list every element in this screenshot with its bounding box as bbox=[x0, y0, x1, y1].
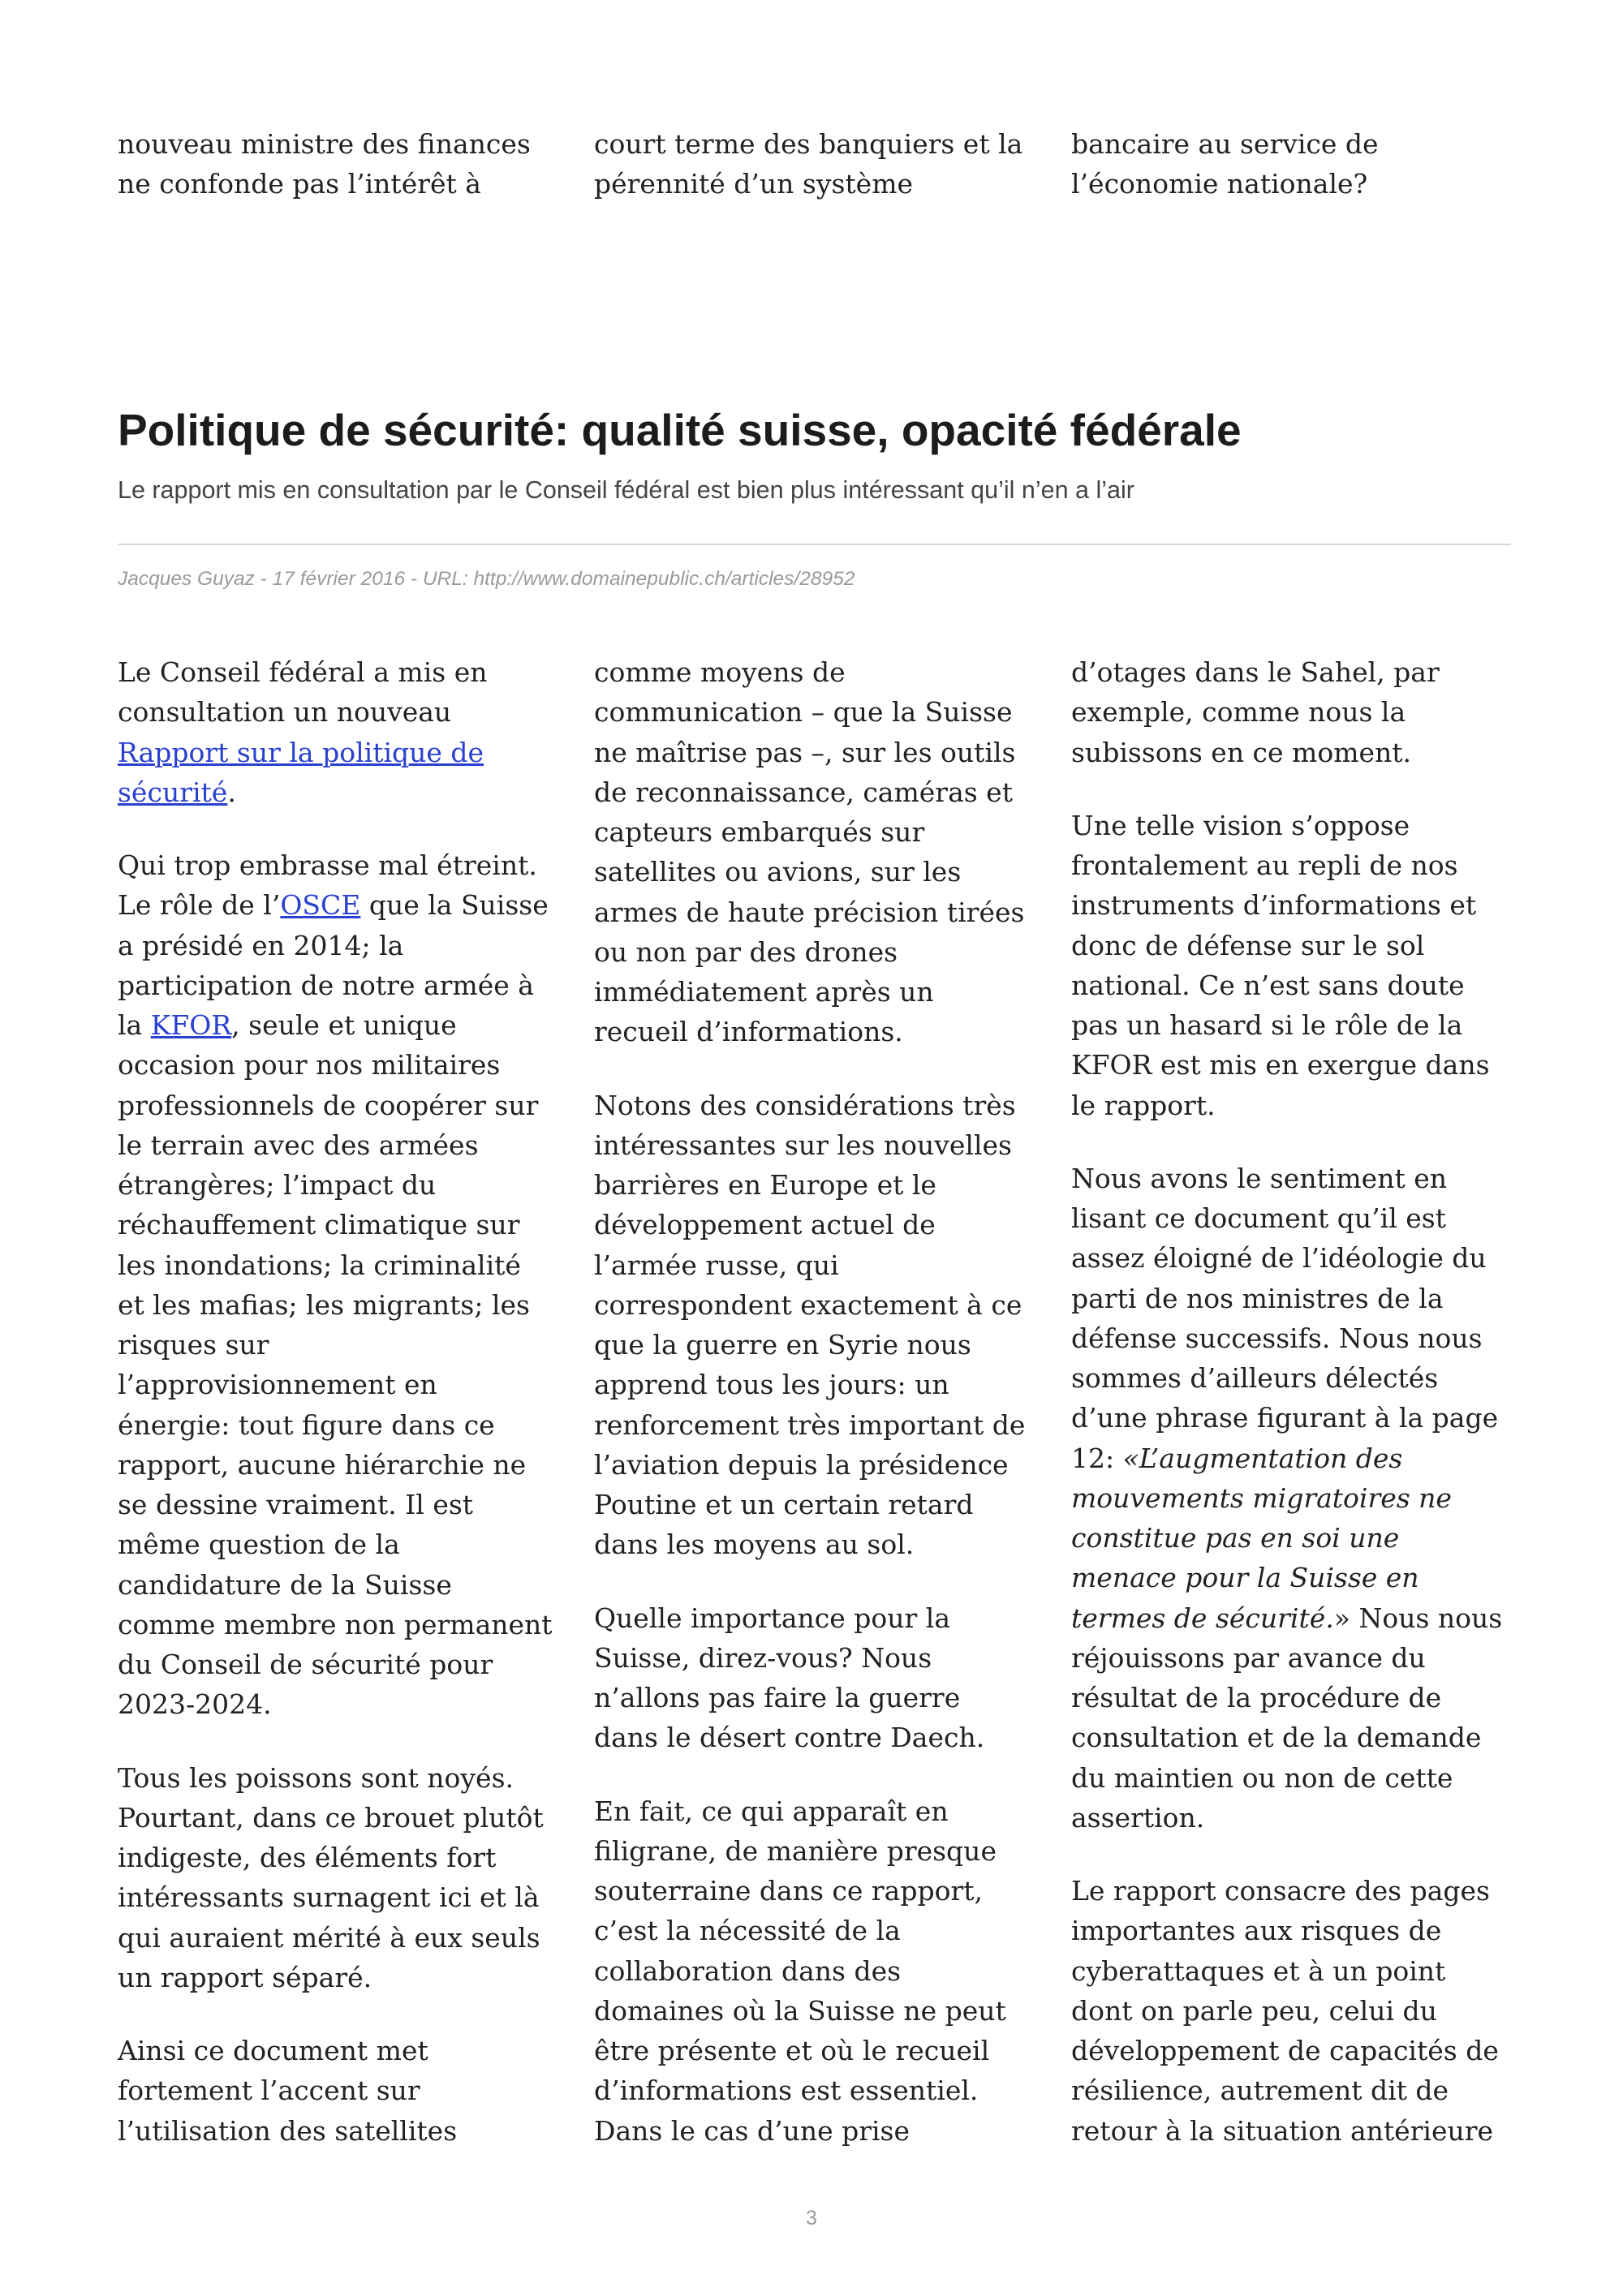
text-segment: . bbox=[227, 776, 236, 808]
body-text-line bbox=[1071, 1598, 1526, 1638]
body-text-line: participation de notre armée à bbox=[118, 969, 534, 1001]
body-text-line: Poutine et un certain retard bbox=[594, 1489, 974, 1520]
body-text-line: En fait, ce qui apparaît en bbox=[594, 1795, 949, 1827]
body-text-line: comme moyens de bbox=[594, 656, 846, 688]
body-text-line: barrières en Europe et le bbox=[594, 1169, 936, 1201]
body-text-line bbox=[1071, 1518, 1526, 1558]
body-text-line: et les mafias; les migrants; les bbox=[118, 1288, 530, 1321]
paragraph bbox=[594, 1086, 1048, 1565]
text-segment: Le rôle de l’ bbox=[118, 889, 281, 922]
body-text-line: l’armée russe, qui bbox=[594, 1249, 839, 1281]
body-text-line: défense successifs. Nous nous bbox=[1071, 1322, 1483, 1354]
body-text-line: cyberattaques et à un point bbox=[1071, 1954, 1446, 1987]
body-text-line: correspondent exactement à ce bbox=[594, 1288, 1022, 1321]
body-text-line: national. Ce n’est sans doute bbox=[1071, 969, 1465, 1001]
paragraph bbox=[118, 845, 572, 1725]
body-text-line: exemple, comme nous la bbox=[1071, 696, 1406, 729]
quoted-text: menace pour la Suisse en bbox=[1071, 1562, 1419, 1594]
body-text-line: Le rapport consacre des pages bbox=[1071, 1875, 1490, 1907]
body-text-line: Tous les poissons sont noyés. bbox=[118, 1761, 514, 1794]
body-text-line bbox=[118, 1005, 572, 1045]
continued-text-line: pérennité d’un système bbox=[594, 168, 914, 200]
continued-text-line: bancaire au service de bbox=[1071, 128, 1379, 160]
continued-text-line: l’économie nationale? bbox=[1071, 168, 1368, 200]
body-text-line: Dans le cas d’une prise bbox=[594, 2114, 911, 2147]
body-text-line: Nous avons le sentiment en bbox=[1071, 1162, 1447, 1194]
body-text-line bbox=[1071, 1478, 1526, 1518]
body-text-line: apprend tous les jours: un bbox=[594, 1369, 949, 1401]
body-text-line: le rapport. bbox=[1071, 1089, 1216, 1121]
body-text-line: du Conseil de sécurité pour bbox=[118, 1649, 493, 1680]
body-text-line: communication – que la Suisse bbox=[594, 696, 1013, 729]
article-subtitle: Le rapport mis en consultation par le Conseil fédéral est bien plus intéressant qu’il n’en a l’air bbox=[118, 476, 1134, 504]
continued-column-2 bbox=[594, 124, 1048, 204]
body-text-line: se dessine vraiment. Il est bbox=[118, 1489, 474, 1520]
inline-link[interactable]: sécurité bbox=[118, 776, 228, 808]
body-text-line: comme membre non permanent bbox=[118, 1608, 553, 1640]
article-title: Politique de sécurité: qualité suisse, opacité fédérale bbox=[118, 405, 1242, 455]
continued-text-line: ne confonde pas l’intérêt à bbox=[118, 168, 481, 200]
body-text-line: dans les moyens au sol. bbox=[594, 1529, 915, 1561]
body-text-line: un rapport séparé. bbox=[118, 1961, 372, 1993]
paragraph bbox=[118, 652, 572, 812]
body-text-line: lisant ce document qu’il est bbox=[1071, 1202, 1446, 1234]
body-text-line: d’informations est essentiel. bbox=[594, 2075, 979, 2107]
article-meta: Jacques Guyaz - 17 février 2016 - URL: http://www.domainepublic.ch/articles/28952 bbox=[118, 568, 855, 590]
body-text-line: risques sur bbox=[118, 1329, 269, 1361]
body-text-line: du maintien ou non de cette bbox=[1071, 1761, 1453, 1794]
body-text-line: frontalement au repli de nos bbox=[1071, 849, 1458, 881]
body-text-line bbox=[1071, 1438, 1526, 1478]
article-column-2 bbox=[594, 652, 1048, 2151]
paragraph bbox=[1071, 1159, 1526, 1838]
body-text-line: Suisse, direz-vous? Nous bbox=[594, 1641, 932, 1674]
body-text-line: Qui trop embrasse mal étreint. bbox=[118, 849, 537, 881]
body-text-line: instruments d’informations et bbox=[1071, 889, 1477, 922]
body-text-line: développement de capacités de bbox=[1071, 2035, 1499, 2066]
body-text-line: armes de haute précision tirées bbox=[594, 896, 1025, 928]
body-text-line: Ainsi ce document met bbox=[118, 2035, 428, 2066]
body-text-line: qui auraient mérité à eux seuls bbox=[118, 1921, 540, 1954]
body-text-line bbox=[118, 733, 572, 772]
body-text-line: importantes aux risques de bbox=[1071, 1915, 1442, 1947]
body-text-line bbox=[118, 885, 572, 925]
body-text-line: consultation un nouveau bbox=[118, 696, 452, 729]
text-segment: , seule et unique bbox=[231, 1009, 457, 1041]
body-text-line: dont on parle peu, celui du bbox=[1071, 1994, 1437, 2027]
body-text-line: rapport, aucune hiérarchie ne bbox=[118, 1448, 527, 1481]
continued-text-line: court terme des banquiers et la bbox=[594, 128, 1023, 160]
body-text-line: professionnels de coopérer sur bbox=[118, 1089, 539, 1121]
body-text-line: occasion pour nos militaires bbox=[118, 1049, 501, 1081]
paragraph bbox=[594, 1791, 1048, 2151]
body-text-line: réchauffement climatique sur bbox=[118, 1209, 520, 1241]
body-text-line: intéressantes sur les nouvelles bbox=[594, 1129, 1012, 1161]
title-divider bbox=[118, 544, 1511, 545]
body-text-line bbox=[118, 772, 572, 812]
body-text-line: renforcement très important de bbox=[594, 1408, 1026, 1441]
body-text-line: domaines où la Suisse ne peut bbox=[594, 1994, 1006, 2027]
body-text-line: étrangères; l’impact du bbox=[118, 1169, 437, 1201]
body-text-line bbox=[1071, 1558, 1526, 1597]
inline-link[interactable]: Rapport sur la politique de bbox=[118, 736, 484, 768]
body-text-line: ne maîtrise pas –, sur les outils bbox=[594, 736, 1016, 768]
body-text-line: capteurs embarqués sur bbox=[594, 816, 925, 848]
body-text-line: fortement l’accent sur bbox=[118, 2075, 420, 2107]
body-text-line: réjouissons par avance du bbox=[1071, 1641, 1426, 1674]
body-text-line: développement actuel de bbox=[594, 1209, 936, 1241]
continued-text-line: nouveau ministre des finances bbox=[118, 128, 531, 160]
continued-column-3 bbox=[1071, 124, 1526, 204]
body-text-line: que la guerre en Syrie nous bbox=[594, 1329, 971, 1361]
paragraph bbox=[1071, 652, 1526, 772]
body-text-line: donc de défense sur le sol bbox=[1071, 929, 1425, 961]
body-text-line: KFOR est mis en exergue dans bbox=[1071, 1049, 1490, 1081]
paragraph bbox=[118, 2031, 572, 2151]
body-text-line: Pourtant, dans ce brouet plutôt bbox=[118, 1801, 544, 1834]
paragraph bbox=[118, 1758, 572, 1998]
body-text-line: souterraine dans ce rapport, bbox=[594, 1875, 983, 1907]
quoted-text: mouvements migratoires ne bbox=[1071, 1481, 1452, 1514]
body-text-line: immédiatement après un bbox=[594, 976, 934, 1008]
body-text-line: l’approvisionnement en bbox=[118, 1369, 437, 1401]
text-segment: la bbox=[118, 1009, 151, 1041]
page-number: 3 bbox=[806, 2207, 817, 2229]
body-text-line: assez éloigné de l’idéologie du bbox=[1071, 1242, 1487, 1275]
body-text-line: subissons en ce moment. bbox=[1071, 736, 1412, 768]
article-column-3 bbox=[1071, 652, 1526, 2151]
inline-link[interactable]: KFOR bbox=[150, 1009, 232, 1041]
text-segment: » Nous nous bbox=[1333, 1602, 1503, 1634]
body-text-line: même question de la bbox=[118, 1529, 400, 1561]
body-text-line: les inondations; la criminalité bbox=[118, 1249, 521, 1281]
body-text-line: collaboration dans des bbox=[594, 1954, 902, 1987]
body-text-line: résultat de la procédure de bbox=[1071, 1682, 1442, 1713]
body-text-line: filigrane, de manière presque bbox=[594, 1834, 997, 1867]
quoted-text: «L’augmentation des bbox=[1122, 1442, 1403, 1474]
body-text-line: 2023-2024. bbox=[118, 1688, 272, 1721]
body-text-line: n’allons pas faire la guerre bbox=[594, 1682, 961, 1713]
body-text-line: Notons des considérations très bbox=[594, 1089, 1016, 1121]
body-text-line: consultation et de la demande bbox=[1071, 1722, 1482, 1754]
body-text-line: parti de nos ministres de la bbox=[1071, 1282, 1444, 1314]
body-text-line: d’otages dans le Sahel, par bbox=[1071, 656, 1440, 688]
paragraph bbox=[594, 652, 1048, 1052]
text-segment: que la Suisse bbox=[360, 889, 549, 922]
quoted-text: constitue pas en soi une bbox=[1071, 1522, 1400, 1554]
body-text-line: d’une phrase figurant à la page bbox=[1071, 1402, 1499, 1434]
body-text-line: satellites ou avions, sur les bbox=[594, 856, 962, 888]
body-text-line: c’est la nécessité de la bbox=[594, 1915, 901, 1947]
quoted-text: termes de sécurité. bbox=[1071, 1602, 1334, 1634]
inline-link[interactable]: OSCE bbox=[280, 889, 361, 922]
body-text-line: résilience, autrement dit de bbox=[1071, 2075, 1449, 2107]
body-text-line: Le Conseil fédéral a mis en bbox=[118, 656, 488, 688]
body-text-line: assertion. bbox=[1071, 1801, 1205, 1834]
body-text-line: l’aviation depuis la présidence bbox=[594, 1448, 1009, 1481]
body-text-line: sommes d’ailleurs délectés bbox=[1071, 1362, 1439, 1394]
body-text-line: recueil d’informations. bbox=[594, 1016, 903, 1048]
body-text-line: candidature de la Suisse bbox=[118, 1568, 452, 1601]
paragraph bbox=[594, 1598, 1048, 1758]
body-text-line: intéressants surnagent ici et là bbox=[118, 1881, 540, 1914]
article-column-1 bbox=[118, 652, 572, 2151]
body-text-line: ou non par des drones bbox=[594, 935, 898, 968]
continued-column-1 bbox=[118, 124, 572, 204]
paragraph bbox=[1071, 806, 1526, 1125]
body-text-line: Quelle importance pour la bbox=[594, 1602, 951, 1634]
text-segment: 12: bbox=[1071, 1442, 1123, 1474]
body-text-line: le terrain avec des armées bbox=[118, 1129, 479, 1161]
body-text-line: indigeste, des éléments fort bbox=[118, 1842, 497, 1873]
body-text-line: énergie: tout figure dans ce bbox=[118, 1408, 495, 1441]
body-text-line: de reconnaissance, caméras et bbox=[594, 776, 1013, 808]
body-text-line: être présente et où le recueil bbox=[594, 2035, 990, 2066]
body-text-line: l’utilisation des satellites bbox=[118, 2114, 458, 2147]
body-text-line: a présidé en 2014; la bbox=[118, 929, 404, 961]
body-text-line: retour à la situation antérieure bbox=[1071, 2114, 1494, 2147]
body-text-line: Une telle vision s’oppose bbox=[1071, 809, 1410, 841]
paragraph bbox=[1071, 1871, 1526, 2151]
body-text-line: dans le désert contre Daech. bbox=[594, 1722, 985, 1754]
body-text-line: pas un hasard si le rôle de la bbox=[1071, 1009, 1463, 1041]
